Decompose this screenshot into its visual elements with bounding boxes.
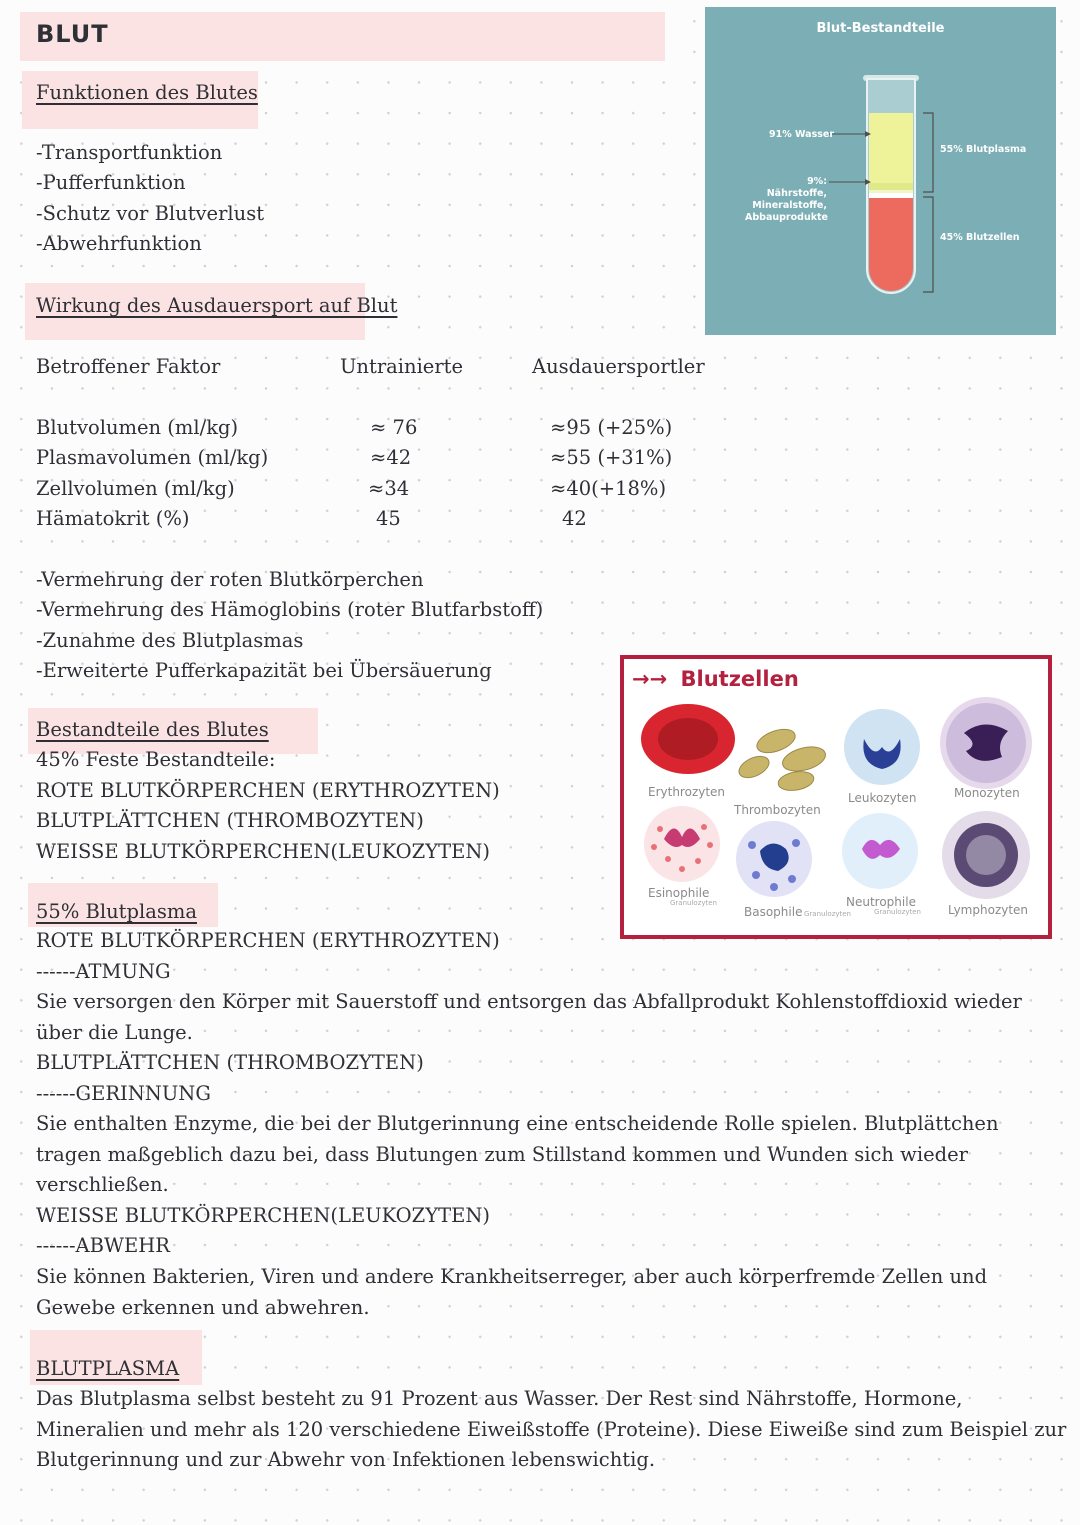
basophil-icon [736,821,812,897]
effect-item: -Vermehrung des Hämoglobins (roter Blutfarbstoff) [36,598,544,621]
table-cell: ≈34 [368,477,410,500]
section-text [36,1262,987,1323]
label-neutrophile: Neutrophile [846,895,916,909]
label-erythrozyten: Erythrozyten [648,785,726,799]
functions-heading: Funktionen des Blutes [36,81,258,104]
table-cell: ≈40(+18%) [550,477,667,500]
neutrophil-icon [842,813,918,889]
text-line: Sie versorgen den Körper mit Sauerstoff und entsorgen das Abfallprodukt Kohlenstoffdioxid wieder [36,990,1022,1013]
table-cell: ≈95 (+25%) [550,416,673,439]
text-line: Sie können Bakterien, Viren und andere Krankheitserreger, aber auch körperfremde Zellen und [36,1265,988,1288]
blutplasma-heading: BLUTPLASMA [36,1357,180,1380]
effect-item: -Vermehrung der roten Blutkörperchen [36,568,424,591]
label-leukozyten: Leukozyten [848,791,917,805]
section-text [36,987,1022,1048]
section-role: ------ATMUNG [36,960,171,983]
page-title: BLUT [36,20,109,48]
water-label: 91% Wasser [769,129,835,140]
title-highlight [20,12,665,61]
monocyte-icon [940,697,1032,789]
components-subheading: 45% Feste Bestandteile: [36,748,276,771]
table-cell: ≈ 76 [370,416,418,439]
table-cell: Hämatokrit (%) [36,507,190,530]
function-item: -Transportfunktion [36,141,223,164]
effect-item: -Erweiterte Pufferkapazität bei Übersäuerung [36,659,492,682]
sublabel-granulozyten: Granulozyten [804,910,851,918]
plasma-label: 55% Blutplasma [940,144,1027,155]
table-header-factor: Betroffener Faktor [36,355,221,378]
lymphocyte-icon [942,811,1030,899]
text-line: Das Blutplasma selbst besteht zu 91 Prozent aus Wasser. Der Rest sind Nährstoffe, Hormone, [36,1387,963,1410]
effects-heading: Wirkung des Ausdauersport auf Blut [36,294,398,317]
leukocyte-icon [844,709,920,785]
function-item: -Pufferfunktion [36,171,186,194]
label-esinophile: Esinophile [648,886,710,900]
section-name: ROTE BLUTKÖRPERCHEN (ERYTHROZYTEN) [36,929,500,952]
component-item: WEISSE BLUTKÖRPERCHEN(LEUKOZYTEN) [36,840,491,863]
components-heading: Bestandteile des Blutes [36,718,269,741]
sublabel-granulozyten: Granulozyten [670,899,717,907]
table-cell: Blutvolumen (ml/kg) [36,416,239,439]
table-cell: 45 [376,507,401,530]
thrombocyte-icon [736,725,828,793]
section-role: ------GERINNUNG [36,1082,211,1105]
nutrients-line: Abbauprodukte [745,212,829,223]
section-name: BLUTPLÄTTCHEN (THROMBOZYTEN) [36,1051,424,1074]
table-header-untrained: Untrainierte [340,355,464,378]
section-name: WEISSE BLUTKÖRPERCHEN(LEUKOZYTEN) [36,1204,491,1227]
table-cell: ≈42 [370,446,412,469]
label-monozyten: Monozyten [954,786,1020,800]
nutrients-label [745,176,827,224]
function-item: -Abwehrfunktion [36,232,202,255]
blood-cells-figure [620,655,1052,939]
label-thrombozyten: Thrombozyten [734,803,821,817]
section-text [36,1109,999,1201]
sublabel-granulozyten: Granulozyten [874,908,921,916]
figure-title: Blut-Bestandteile [816,21,945,36]
component-item: BLUTPLÄTTCHEN (THROMBOZYTEN) [36,809,424,832]
label-lymphozyten: Lymphozyten [948,903,1029,917]
figure-heading-text: Blutzellen [680,667,799,691]
label-basophile: Basophile [744,905,803,919]
nutrients-line: 9%: Nährstoffe, [766,176,827,199]
arrows-icon: →→ [632,667,668,691]
effect-item: -Zunahme des Blutplasmas [36,629,304,652]
cells-label: 45% Blutzellen [940,232,1020,243]
table-cell: 42 [562,507,587,530]
text-line: Mineralien und mehr als 120 verschiedene Eiweißstoffe (Proteine). Diese Eiweiße sind zum Beispiel zur [36,1417,1067,1441]
text-line: über die Lunge. [36,1020,193,1044]
table-cell: ≈55 (+31%) [550,446,673,469]
section-role: ------ABWEHR [36,1234,170,1257]
blood-components-figure [705,7,1056,335]
eosinophil-icon [644,806,720,882]
table-header-athletes: Ausdauersportler [532,355,705,378]
function-item: -Schutz vor Blutverlust [36,202,265,225]
text-line: Sie enthalten Enzyme, die bei der Blutgerinnung eine entscheidende Rolle spielen. Blutplättchen [36,1112,999,1135]
text-line: Gewebe erkennen und abwehren. [36,1295,370,1319]
nutrients-line: Mineralstoffe, [752,200,827,211]
component-item: ROTE BLUTKÖRPERCHEN (ERYTHROZYTEN) [36,779,500,802]
erythrocyte-icon [641,704,735,774]
text-line: Blutgerinnung und zur Abwehr von Infektionen lebenswichtig. [36,1448,656,1472]
plasma55-heading: 55% Blutplasma [36,900,197,923]
text-line: tragen maßgeblich dazu bei, dass Blutungen zum Stillstand kommen und Wunden sich wieder [36,1142,968,1166]
text-line: verschließen. [36,1173,169,1197]
blutplasma-text [36,1384,1066,1476]
test-tube-illustration [705,7,1056,335]
table-cell: Zellvolumen (ml/kg) [36,477,235,500]
table-cell: Plasmavolumen (ml/kg) [36,446,269,469]
